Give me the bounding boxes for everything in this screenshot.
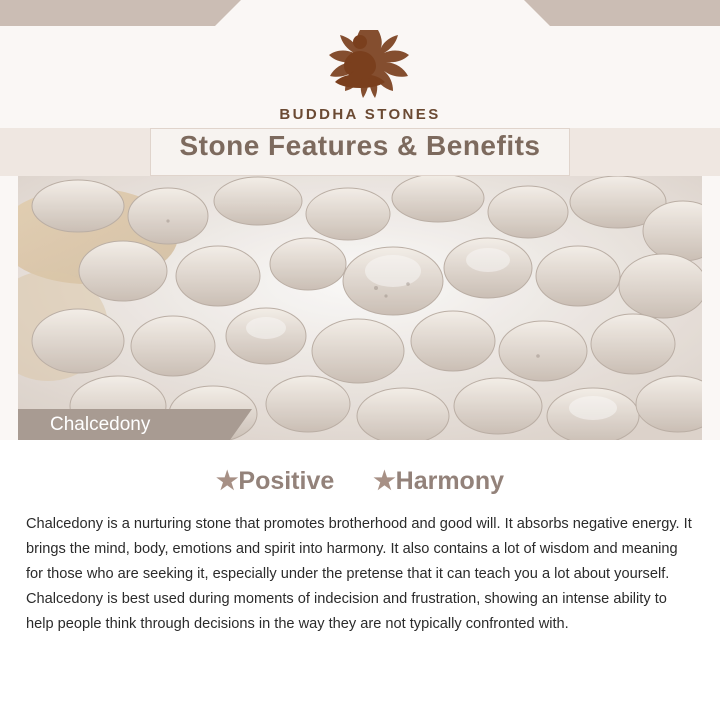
keyword-positive xyxy=(216,466,334,496)
stone-description: Chalcedony is a nurturing stone that promotes brotherhood and good will. It absorbs negative energy. It brings the mind, body, emotions and spirit into harmony. It also contains a lot of wisdom and meaning for those who are seeking it, especially under the pretense that it can teach you a lot about yourself. Chalcedony is best used during moments of indecision and frustration, showing an intense ability to help people think through decisions in the way they are not typically confronted with. xyxy=(26,516,692,632)
page-title: Stone Features & Benefits xyxy=(179,130,541,161)
brand-name: BUDDHA STONES xyxy=(279,106,441,123)
stone-name-label: Chalcedony xyxy=(18,409,230,440)
brand-logo xyxy=(0,24,720,123)
stone-photo xyxy=(18,176,702,440)
star-icon: ★ xyxy=(215,467,239,495)
top-right-banner xyxy=(550,0,720,26)
top-left-banner xyxy=(0,0,215,26)
keyword-positive-label: Positive xyxy=(238,467,335,495)
star-icon: ★ xyxy=(373,467,396,495)
chalcedony-stones-image xyxy=(18,176,702,440)
keyword-row xyxy=(0,466,720,496)
keyword-harmony-label: Harmony xyxy=(395,467,505,495)
lotus-meditation-icon xyxy=(285,24,435,102)
keyword-harmony xyxy=(373,466,504,496)
